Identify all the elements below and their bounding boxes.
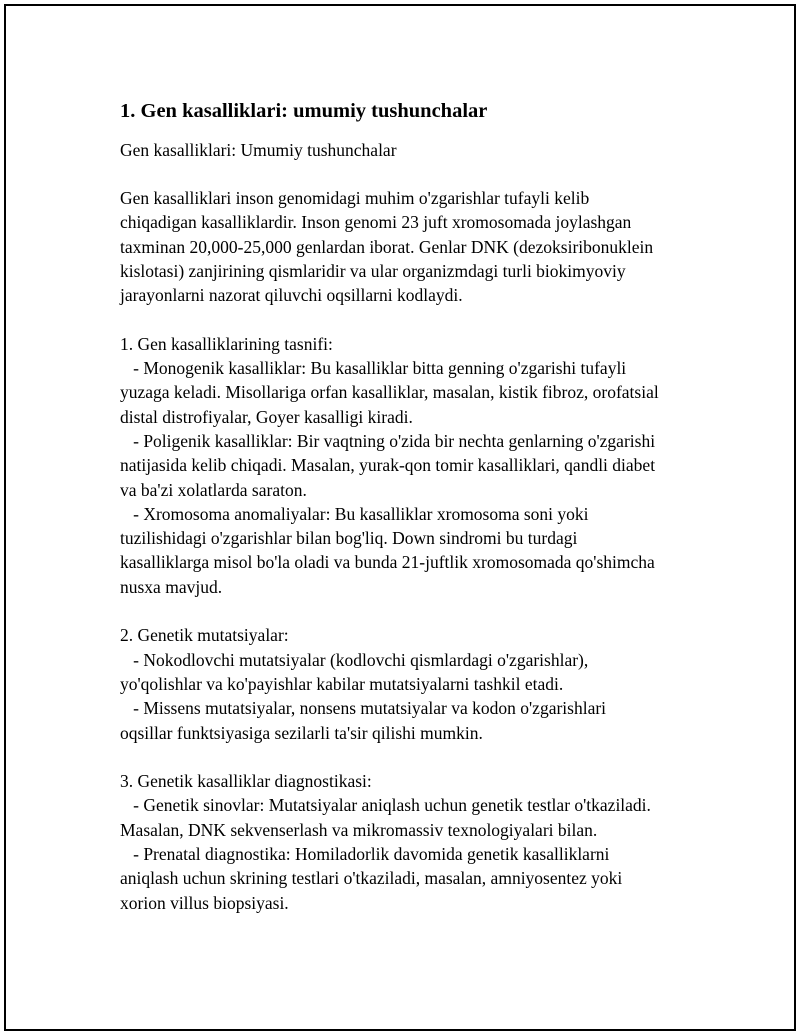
document-title: 1. Gen kasalliklari: umumiy tushunchalar	[120, 100, 488, 122]
page-frame	[4, 4, 796, 1031]
document-subtitle: Gen kasalliklari: Umumiy tushunchalar	[120, 140, 397, 160]
document-content	[120, 98, 710, 915]
document-body: Gen kasalliklari inson genomidagi muhim o'zgarishlar tufayli kelib chiqadigan kasalliklardir. Inson genomi 23 juft xromosomada joylashgan taxminan 20,000-25,000 genlardan iborat. Genlar DNK (dezoksiribonuklein kislotasi) zanjirining qismlaridir va ular organizmdagi turli biokimyoviy jarayonlarni nazorat qiluvchi oqsillarni kodlaydi. 1. Gen kasalliklarining tasnifi: - Monogenik kasalliklar: Bu kasalliklar bitta genning o'zgarishi tufayli yuzaga keladi. Misollariga orfan kasalliklar, masalan, kistik fibroz, orofatsial distal distrofiyalar, Goyer kasalligi kiradi. - Poligenik kasalliklar: Bir vaqtning o'zida bir nechta genlarning o'zgarishi natijasida kelib chiqadi. Masalan, yurak-qon tomir kasalliklari, qandli diabet va ba'zi xolatlarda saraton. - Xromosoma anomaliyalar: Bu kasalliklar xromosoma soni yoki tuzilishidagi o'zgarishlar bilan bog'liq. Down sindromi bu turdagi kasalliklarga misol bo'la oladi va bunda 21-juftlik xromosomada qo'shimcha nusxa mavjud. 2. Genetik mutatsiyalar: - Nokodlovchi mutatsiyalar (kodlovchi qismlardagi o'zgarishlar), yo'qolishlar va ko'payishlar kabilar mutatsiyalarni tashkil etadi. - Missens mutatsiyalar, nonsens mutatsiyalar va kodon o'zgarishlari oqsillar funktsiyasiga sezilarli ta'sir qilishi mumkin. 3. Genetik kasalliklar diagnostikasi: - Genetik sinovlar: Mutatsiyalar aniqlash uchun genetik testlar o'tkaziladi. Masalan, DNK sekvenserlash va mikromassiv texnologiyalari bilan. - Prenatal diagnostika: Homiladorlik davomida genetik kasalliklarni aniqlash uchun skrining testlari o'tkaziladi, masalan, amniyosentez yoki xorion villus biopsiyasi.	[120, 188, 659, 913]
